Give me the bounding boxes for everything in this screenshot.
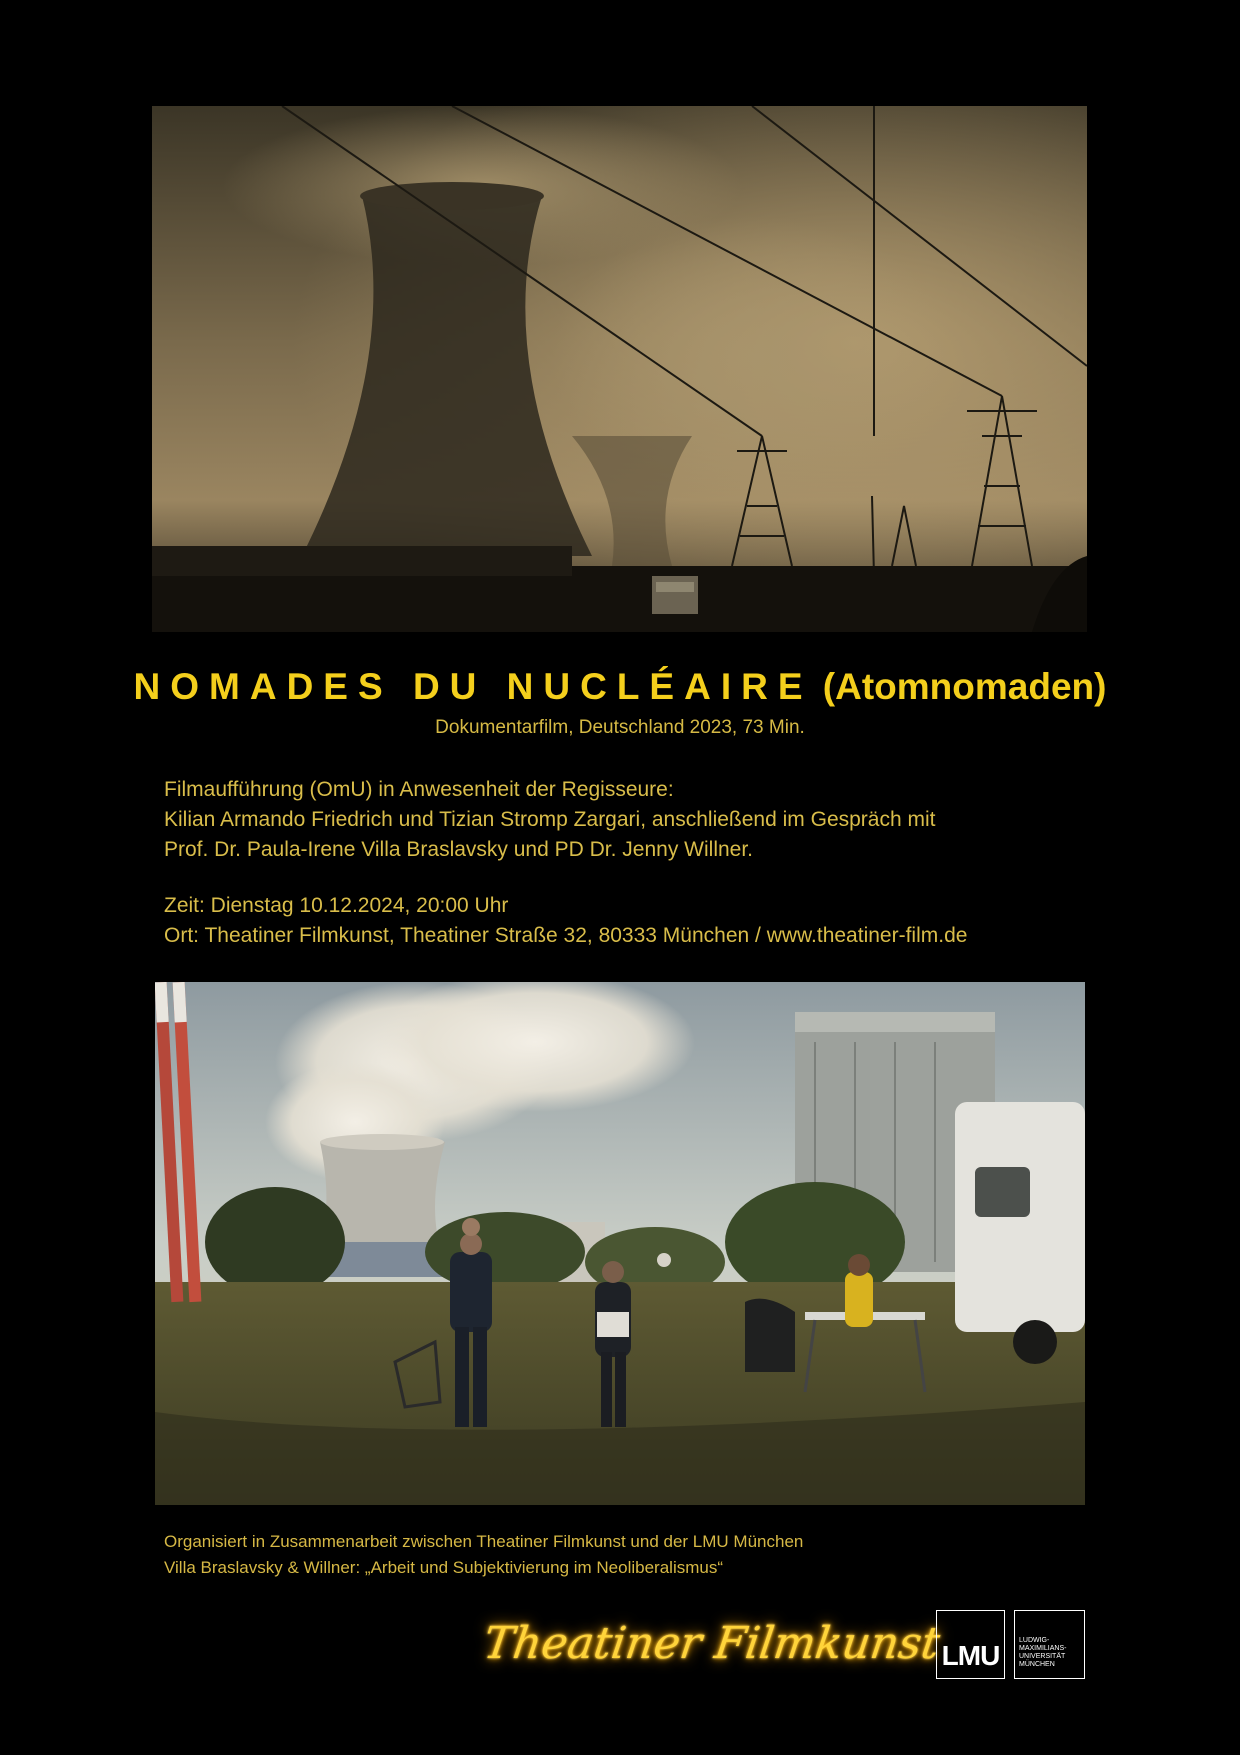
event-time: Zeit: Dienstag 10.12.2024, 20:00 Uhr <box>164 894 509 917</box>
info-line-3: Prof. Dr. Paula-Irene Villa Braslavsky und PD Dr. Jenny Willner. <box>164 838 754 861</box>
screening-info <box>164 775 935 865</box>
lmu-line-3: UNIVERSITÄT <box>1019 1653 1066 1660</box>
lmu-line-4: MÜNCHEN <box>1019 1661 1055 1668</box>
film-title-german: (Atomnomaden) <box>822 666 1107 707</box>
event-place: Ort: Theatiner Filmkunst, Theatiner Straße 32, 80333 München / www.theatiner-film.de <box>164 924 968 947</box>
info-line-2: Kilian Armando Friedrich und Tizian Stromp Zargari, anschließend im Gespräch mit <box>164 808 936 831</box>
lmu-line-2: MAXIMILIANS- <box>1019 1645 1067 1652</box>
organizer-line-1: Organisiert in Zusammenarbeit zwischen Theatiner Filmkunst und der LMU München <box>164 1532 804 1551</box>
organizer-note <box>164 1529 803 1581</box>
film-subtitle: Dokumentarfilm, Deutschland 2023, 73 Min. <box>435 717 805 738</box>
film-title <box>0 666 1240 708</box>
lmu-wordmark <box>1014 1610 1085 1679</box>
lmu-line-1: LUDWIG- <box>1019 1637 1050 1644</box>
organizer-line-2: Villa Braslavsky & Willner: „Arbeit und Subjektivierung im Neoliberalismus“ <box>164 1558 723 1577</box>
film-still-cooling-tower <box>152 106 1087 632</box>
lmu-logo: LMU <box>936 1610 1005 1679</box>
info-line-1: Filmaufführung (OmU) in Anwesenheit der Regisseure: <box>164 778 674 801</box>
event-details <box>164 891 967 951</box>
film-still-family <box>155 982 1085 1505</box>
film-title-main: NOMADES DU NUCLÉAIRE <box>133 666 813 707</box>
theatiner-filmkunst-logo: Theatiner Filmkunst <box>480 1618 943 1669</box>
